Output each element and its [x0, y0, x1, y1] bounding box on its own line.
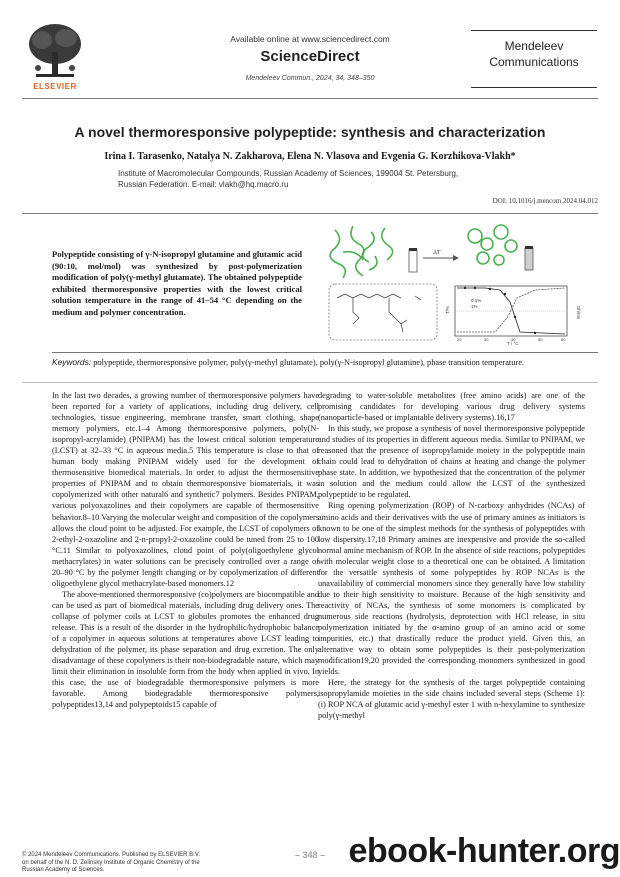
copyright-line2: on behalf of the N. D. Zelinsky Institute of Organic Chemistry of the: [22, 859, 200, 866]
paragraph: In the last two decades, a growing number of thermoresponsive polymers have been reported for a variety of applications, including drug delivery, cell technologies, tissue engineering, membrane transfer, smart clothing, shape memory polymers, etc.1–4 Among thermoresponsive polymers, poly(N-isopropyl-acrylamide) (PNIPAM) has the lowest critical solution temperature (LCST) at 32–33 °C in aqueous media.5 This temperature is close to that of human body making PNIPAM widely used for the development of thermosensitive biomedical materials. In order to adjust the thermosensitive properties of PNIPAM and to obtain thermoresponsive biomaterials, it was copolymerized with other natural6 and synthetic7 polymers. Besides PNIPAM, various polyoxazolines and their copolymers are capable of thermosensitive behavior.8–10 Varying the molecular weight and composition of the copolymers allows the cloud point to be adjusted. For example, the LCST of copolymers of 2-ethyl-2-oxazoline and 2-n-propyl-2-oxazoline could be tuned from 25 to 100 °C.11 Similar to polyoxazolines, cloud point of poly(oligoethylene glycol methacrylates) in water solutions can be precisely controlled over a range of 20–90 °C by the polymer length changing or by copolymerization of different oligoethylene glycol methacrylate-based monomers.12: [52, 391, 319, 588]
x-tick-60: 60: [561, 337, 566, 342]
keywords-rule: [22, 382, 598, 383]
x-tick-50: 50: [538, 337, 543, 342]
paragraph: In this study, we propose a synthesis of novel thermoresponsive polypeptide and studies of its properties in different aqueous media. Similar to PNIPAM, we reasoned that the presence of isopropylamide moiety in the polypeptide main chain could lead to dehydration of chains at heating and change the polymer phase state. In addition, we hypothesized that the concentration of the polymer in solution and the medium could allow the LCST of the synthesized polypeptide to be regulated.: [318, 424, 585, 500]
copyright-line3: Russian Academy of Sciences.: [22, 867, 105, 873]
doi-link[interactable]: DOI: 10.1016/j.mencom.2024.04.012: [492, 197, 598, 205]
keywords-list: polypeptide, thermoresponsive polymer, poly(γ-methyl glutamate), poly(γ-N-isopropyl glutamine), phase transition temperature.: [93, 358, 525, 367]
paragraph: The above-mentioned thermoresponsive (co)polymers are biocompatible and can be used as part of biomedical materials, including drug delivery ones. The collapse of polymer coils at LCST to globules promotes the enhanced drug release. This is a result of the disorder in the hydrophilic/hydrophobic balance of a copolymer in aqueous solutions at temperatures above LCST leading to dehydration of the polymer, its phase separation and drug excretion. The only disadvantage of these copolymers is their non-biodegradable nature, which may limit their elimination in insoluble form from the body when applied in vivo. In this case, the use of biodegradable thermoresponsive polymers is more favorable. Among biodegradable thermoresponsive polymers, polypeptides13,14 and polypeptoids15 capable of: [52, 589, 319, 710]
abstract-rule: [52, 352, 598, 353]
arrow-label: ΔT: [433, 250, 441, 256]
vial-clear-icon: [409, 248, 417, 272]
keywords-label: Keywords:: [52, 357, 92, 367]
sciencedirect-logo: ScienceDirect: [260, 48, 360, 65]
affiliation-line1: Institute of Macromolecular Compounds, Russian Academy of Sciences, 199004 St. Petersburg,: [118, 169, 459, 178]
x-tick-40: 40: [511, 337, 516, 342]
journal-citation: Mendeleev Commun., 2024, 34, 348–350: [245, 75, 375, 82]
header-rule: [22, 98, 598, 99]
paragraph: Here, the strategy for the synthesis of the target polypeptide containing isopropylamide moieties in the side chains included several steps (Scheme 1): (i) ROP NCA of glutamic acid γ-methyl ester 1 with n-hexylamine to synthesize poly(γ-methyl: [318, 678, 585, 721]
body-column-left: [52, 390, 319, 710]
x-tick-20: 20: [457, 337, 462, 342]
graphical-abstract: [325, 222, 595, 346]
paragraph: Ring opening polymerization (ROP) of N-carboxy anhydrides (NCAs) of amino acids and their derivatives with the use of primary amines as initiators is known to be one of the simplest methods for the synthesis of polypeptides with low dispersity.17,18 Primary amines are inexpensive and provide the so-called normal amine mechanism of ROP. In the absence of side reactions, polypeptides with molecular weight close to a theoretical one can be obtained. A limitation for the versatile synthesis of some polypeptides by ROP NCAs is the unavailability of commercial monomers since they generally have low stability due to their high sensitivity to moisture. Because of the high sensitivity and reactivity of NCAs, the synthesis of some monomers is complicated by numerous side reactions (hydrolysis, deprotection with HCl release, in situ polymerization initiated by the α-amino group of an amino acid or some impurities, etc.) that drastically reduce the product yield. Given this, an alternative way to obtain some polypeptides is their post-polymerization modification19,20 provided the corresponding monomers synthesized in good yields.: [318, 501, 585, 677]
author-list: Irina I. Tarasenko, Natalya N. Zakharova, Elena N. Vlasova and Evgenia G. Korzhikova-Vlakh*: [104, 151, 516, 162]
paragraph: degrading to water-soluble metabolites (free amino acids) are one of the promising candidates for developing various drug delivery systems (nanoparticle-based or implantable delivery systems).16,17: [318, 391, 585, 423]
chemical-structure-box: [329, 284, 437, 340]
journal-name: [471, 38, 597, 70]
chemical-structure-graphic: [337, 294, 421, 332]
y-axis-right-label: Dh/nm: [576, 306, 581, 320]
copyright-line1: © 2024 Mendeleev Communications. Published by ELSEVIER B.V.: [22, 852, 200, 858]
x-tick-30: 30: [484, 337, 489, 342]
abstract-text: Polypeptide consisting of γ-N-isopropyl glutamine and glutamic acid (90:10, mol/mol) was synthesized by post-polymerization modification of poly(γ-methyl glutamate). The obtained polypeptide exhibited thermoresponsive properties with the lowest critical solution temperature in the range of 41–54 °C depending on the medium and polymer concentration.: [52, 249, 302, 317]
legend-1-percent: 1%: [471, 304, 478, 309]
legend-0-1-percent: 0.1%: [471, 298, 482, 303]
journal-name-line2: Communications: [489, 55, 579, 69]
keywords: [52, 357, 598, 368]
watermark: ebook-hunter.org: [348, 832, 620, 870]
lcst-chart: [445, 286, 581, 346]
y-axis-left-label: T/%: [445, 305, 450, 314]
vial-turbid-icon: [525, 246, 533, 270]
polymer-coils-graphic: [330, 226, 392, 278]
affiliation-line2: Russian Federation. E-mail: vlakh@hq.macro.ru: [118, 179, 289, 189]
elsevier-tree-logo: [22, 18, 88, 88]
title-rule: [22, 213, 598, 214]
body-column-right: [318, 390, 585, 721]
heating-arrow-icon: [423, 255, 459, 261]
journal-name-line1: Mendeleev: [504, 39, 564, 53]
polymer-globules-graphic: [468, 225, 517, 265]
affiliation: [118, 169, 538, 190]
article-title: A novel thermoresponsive polypeptide: synthesis and characterization: [74, 124, 546, 140]
publisher-logo-text: ELSEVIER: [33, 82, 77, 91]
x-axis-label: T / °C: [507, 341, 519, 346]
available-online-text: Available online at www.sciencedirect.com: [230, 34, 390, 44]
